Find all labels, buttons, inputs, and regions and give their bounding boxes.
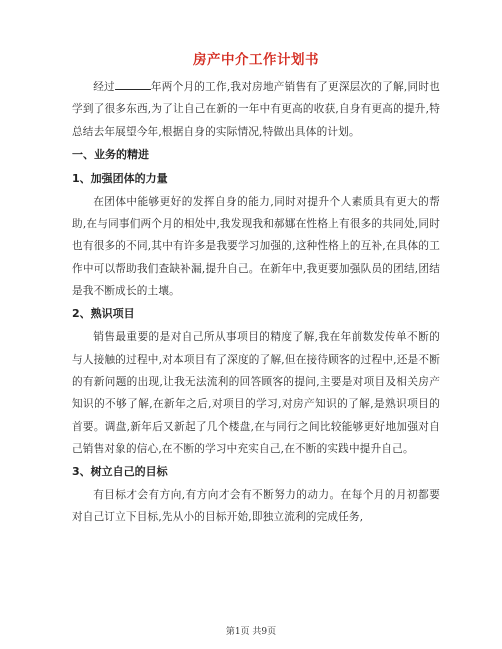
document-title: 房产中介工作计划书 bbox=[193, 52, 319, 68]
page-number-footer: 第1页 共9页 bbox=[225, 627, 277, 637]
document-body bbox=[72, 48, 440, 529]
intro-text-after-blank: 年两个月的工作,我对房地产销售有了更深层次的了解,同时也学到了很多东西,为了让自己在新的一年中有更高的收获,自身有更高的提升,特总结去年展望今年,根据自身的实际情况,特做出具体的计划。 bbox=[72, 81, 440, 138]
paragraph-know-project: 销售最重要的是对自己所从事项目的精度了解,我在年前数发传单不断的与人接触的过程中,对本项目有了深度的了解,但在接待顾客的过程中,还是不断的有新问题的出现,让我无法流利的回答顾客的提问,主要是对项目及相关房产知识的不够了解,在新年之后,对项目的学习,对房产知识的了解,是熟识项目的首要。调盘,新年后又新起了几个楼盘,在与同行之间比较能够更好地加强对自己销售对象的信心,在不断的学习中充实自己,在不断的实践中提升自己。 bbox=[72, 331, 440, 455]
subheading-know-project: 2、熟识项目 bbox=[72, 307, 135, 321]
section-heading-business: 一、业务的精进 bbox=[72, 147, 149, 161]
year-blank bbox=[115, 78, 151, 90]
subheading-team-strength: 1、加强团体的力量 bbox=[72, 171, 168, 185]
paragraph-team-strength: 在团体中能够更好的发挥自身的能力,同时对提升个人素质具有更大的帮助,在与同事们两个月的相处中,我发现我和郝娜在性格上有很多的共同处,同时也有很多的不同,其中有许多是我要学习加强的,这种性格上的互补,在具体的工作中可以帮助我们查缺补漏,提升自己。在新年中,我更要加强队员的团结,团结是我不断成长的土壤。 bbox=[72, 195, 440, 298]
subheading-set-goals: 3、树立自己的目标 bbox=[72, 465, 168, 479]
intro-text-before-blank: 经过 bbox=[93, 81, 115, 93]
intro-paragraph bbox=[72, 76, 440, 143]
paragraph-set-goals: 有目标才会有方向,有方向才会有不断努力的动力。在每个月的月初都要对自己订立下目标,先从小的目标开始,即独立流利的完成任务, bbox=[72, 489, 440, 524]
